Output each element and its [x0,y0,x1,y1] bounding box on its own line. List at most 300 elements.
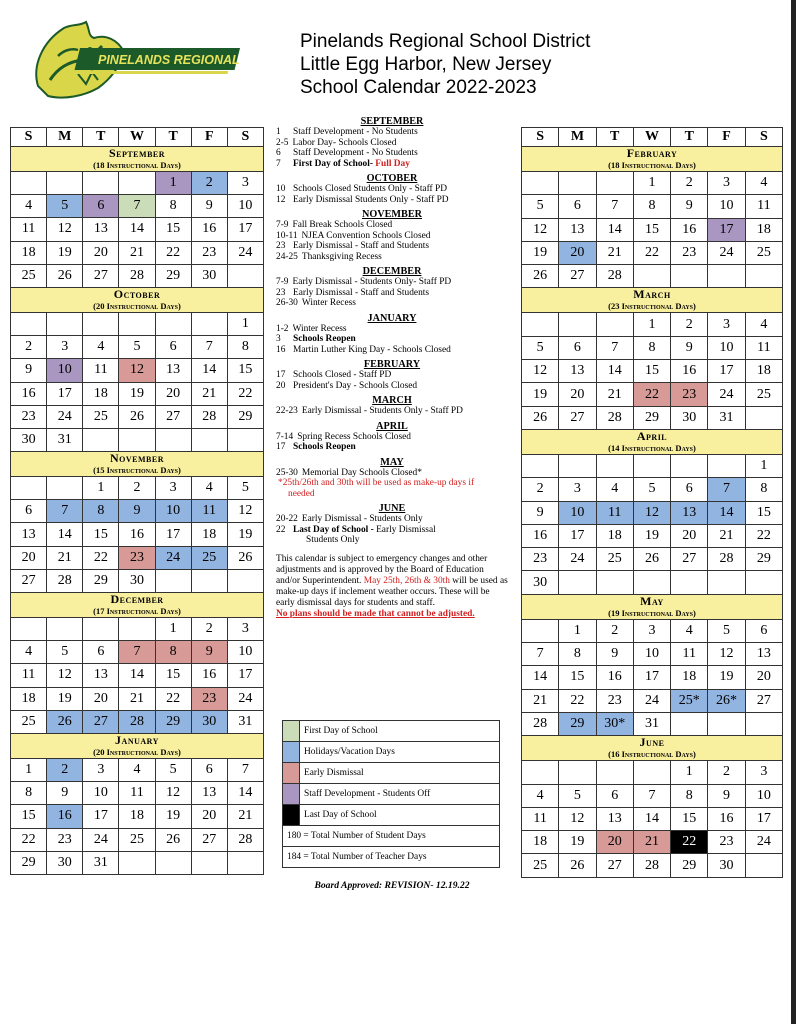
september-day-6: 6 [83,195,119,218]
may-day-17: 17 [633,666,670,689]
empty-cell [559,454,596,477]
november-day-17: 17 [155,523,191,546]
empty-cell [155,428,191,451]
march-day-12: 12 [522,360,559,383]
day-header-1: M [559,128,596,147]
september-day-4: 4 [11,195,47,218]
empty-cell [119,312,155,335]
april-day-27: 27 [671,548,708,571]
march-day-18: 18 [745,360,782,383]
september-day-8: 8 [155,195,191,218]
empty-cell [633,454,670,477]
empty-cell [708,712,745,735]
january-day-5: 5 [155,758,191,781]
may-day-14: 14 [522,666,559,689]
november-day-3: 3 [155,477,191,500]
january-day-19: 19 [155,805,191,828]
event-label: President's Day - Schools Closed [293,380,418,391]
may-day-5: 5 [708,619,745,642]
december-day-1: 1 [155,618,191,641]
february-day-22: 22 [633,241,670,264]
december-day-28: 28 [119,710,155,733]
month-header-january [11,733,264,758]
event-text [293,324,509,335]
event-label: Schools Reopen [293,334,356,344]
february-day-23: 23 [671,241,708,264]
makeup-note [276,478,508,499]
january-day-17: 17 [83,805,119,828]
event-text [293,370,508,381]
april-day-19: 19 [633,524,670,547]
events-may-title: MAY [380,456,404,468]
empty-cell [11,312,47,335]
may-week-row [522,643,783,666]
september-day-10: 10 [227,195,263,218]
event-text [302,406,508,417]
september-week-row [11,172,264,195]
may-week-row [522,619,783,642]
legend-row [283,805,500,826]
day-header-6: S [745,128,782,147]
april-day-3: 3 [559,478,596,501]
empty-cell [596,313,633,336]
november-day-27: 27 [11,569,47,592]
april-day-5: 5 [633,478,670,501]
empty-cell [596,761,633,784]
april-week-row [522,548,783,571]
may-day-2: 2 [596,619,633,642]
may-day-26: 26* [708,689,745,712]
empty-cell [633,571,670,594]
event-text-continued: Students Only [306,535,360,545]
empty-cell [155,569,191,592]
february-week-row [522,265,783,288]
april-week-row [522,524,783,547]
event-text [293,381,508,392]
event-text [302,514,508,525]
events-september-title: SEPTEMBER [360,116,424,127]
month-name: January [115,733,159,747]
october-day-5: 5 [119,336,155,359]
event-item [276,525,508,536]
september-day-16: 16 [191,218,227,241]
empty-cell [191,428,227,451]
november-day-6: 6 [11,500,47,523]
event-item [276,370,508,381]
september-week-row [11,264,264,287]
march-day-1: 1 [633,313,670,336]
june-day-26: 26 [559,854,596,877]
october-day-30: 30 [11,428,47,451]
october-day-24: 24 [47,405,83,428]
september-day-19: 19 [47,241,83,264]
january-day-9: 9 [47,782,83,805]
november-day-4: 4 [191,477,227,500]
month-header-march [522,288,783,313]
empty-cell [559,571,596,594]
legend-row [283,742,500,763]
june-day-7: 7 [633,784,670,807]
april-day-4: 4 [596,478,633,501]
november-week-row [11,569,264,592]
may-day-27: 27 [745,689,782,712]
month-header-may [522,594,783,619]
may-week-row [522,689,783,712]
event-label: Early Dismissal - Students Only - Staff PD [301,406,463,416]
january-week-row [11,805,264,828]
month-name: June [639,735,665,750]
empty-cell [11,172,47,195]
events-february-title: FEBRUARY [363,359,421,370]
december-day-24: 24 [227,687,263,710]
empty-cell [671,454,708,477]
event-item [276,220,508,231]
may-day-29: 29 [559,712,596,735]
month-name: May [640,594,664,608]
event-label-extra: Early Dismissal [373,524,436,535]
may-day-28: 28 [522,712,559,735]
june-week-row [522,831,783,854]
january-day-1: 1 [11,758,47,781]
december-day-16: 16 [191,664,227,687]
event-text [302,252,508,263]
june-day-28: 28 [633,854,670,877]
june-day-15: 15 [671,807,708,830]
june-day-27: 27 [596,854,633,877]
june-day-16: 16 [708,807,745,830]
february-day-3: 3 [708,172,745,195]
empty-cell [191,851,227,874]
april-day-22: 22 [745,524,782,547]
month-name: March [633,287,671,302]
june-day-2: 2 [708,761,745,784]
instructional-days: (18 Instructional Days) [93,160,181,170]
january-day-10: 10 [83,782,119,805]
june-week-row [522,784,783,807]
march-day-4: 4 [745,313,782,336]
day-header-row [522,128,783,147]
january-day-20: 20 [191,805,227,828]
november-day-9: 9 [119,500,155,523]
april-day-24: 24 [559,548,596,571]
event-label: Martin Luther King Day - Schools Closed [293,344,451,355]
day-header-5: F [191,128,227,147]
day-header-3: W [633,128,670,147]
november-day-25: 25 [191,546,227,569]
october-week-row [11,405,264,428]
disclaimer-makeup-days: May 25th, 26th & 30th [363,575,450,586]
september-day-7: 7 [119,195,155,218]
june-day-9: 9 [708,784,745,807]
january-day-14: 14 [227,782,263,805]
may-day-22: 22 [559,689,596,712]
events-june-title: JUNE [378,503,406,514]
march-day-28: 28 [596,406,633,429]
calendar-title: School Calendar 2022-2023 [300,77,537,98]
april-week-row [522,478,783,501]
june-day-11: 11 [522,807,559,830]
january-week-row [11,782,264,805]
april-week-row [522,501,783,524]
november-day-15: 15 [83,523,119,546]
may-day-12: 12 [708,643,745,666]
march-day-29: 29 [633,406,670,429]
empty-cell [47,477,83,500]
event-text [293,195,508,206]
june-day-29: 29 [671,854,708,877]
may-day-25: 25* [671,689,708,712]
instructional-days: (20 Instructional Days) [93,300,181,311]
event-item [276,138,508,149]
november-day-10: 10 [155,500,191,523]
february-day-25: 25 [745,241,782,264]
event-date: 23 [276,241,286,251]
empty-cell [633,761,670,784]
march-day-31: 31 [708,406,745,429]
legend-swatch [283,763,300,784]
month-name: February [626,146,678,160]
event-item [276,241,508,252]
march-day-20: 20 [559,383,596,406]
month-header-february [522,147,783,172]
december-day-17: 17 [227,664,263,687]
disclaimer-text [276,554,508,609]
month-header-cell [522,288,783,313]
event-item-continued [276,535,508,546]
pinelands-wildcat-logo [28,16,254,108]
march-day-8: 8 [633,336,670,359]
event-label: Thanksgiving Recess [301,251,382,262]
legend-row [283,721,500,742]
february-day-6: 6 [559,195,596,218]
december-day-27: 27 [83,710,119,733]
event-label: Winter Recess [292,323,347,334]
empty-cell [745,406,782,429]
month-header-november [11,452,264,477]
may-day-10: 10 [633,643,670,666]
march-day-5: 5 [522,336,559,359]
event-date: 12 [276,194,286,205]
may-day-30: 30* [596,712,633,735]
legend-swatch [283,742,300,763]
disclaimer-part1: This calendar is subject to emergency changes and other adjustments and is approved by the Board of Education and/or Superintendent. [276,553,488,586]
event-text [293,148,508,159]
total-teacher-days: 184 = Total Number of Teacher Days [283,847,500,868]
october-day-3: 3 [47,336,83,359]
november-day-5: 5 [227,477,263,500]
month-header-cell [11,593,264,618]
december-day-8: 8 [155,641,191,664]
february-day-15: 15 [633,218,670,241]
may-day-13: 13 [745,643,782,666]
december-week-row [11,687,264,710]
event-text [293,159,508,170]
empty-cell [708,454,745,477]
april-day-16: 16 [522,524,559,547]
event-date: 20 [276,380,286,391]
december-day-21: 21 [119,687,155,710]
may-day-18: 18 [671,666,708,689]
event-label: Early Dismissal Students Only - Staff PD [293,194,449,205]
march-day-13: 13 [559,360,596,383]
empty-cell [671,712,708,735]
september-day-24: 24 [227,241,263,264]
october-day-21: 21 [191,382,227,405]
empty-cell [119,428,155,451]
january-day-11: 11 [119,782,155,805]
january-day-16: 16 [47,805,83,828]
january-day-28: 28 [227,828,263,851]
legend-swatch [283,784,300,805]
legend-total-row [283,826,500,847]
september-day-30: 30 [191,264,227,287]
event-date: 25-30 [276,467,298,478]
february-day-10: 10 [708,195,745,218]
february-day-13: 13 [559,218,596,241]
december-day-11: 11 [11,664,47,687]
event-item [276,288,508,299]
empty-cell [119,172,155,195]
december-day-19: 19 [47,687,83,710]
march-week-row [522,336,783,359]
june-day-17: 17 [745,807,782,830]
february-week-row [522,195,783,218]
february-day-12: 12 [522,218,559,241]
november-day-19: 19 [227,523,263,546]
december-day-18: 18 [11,687,47,710]
november-day-7: 7 [47,500,83,523]
board-approval: Board Approved: REVISION- 12.19.22 [314,880,470,891]
january-day-21: 21 [227,805,263,828]
legend-total-row [283,847,500,868]
event-label-extra: Full Day [372,158,410,169]
may-day-24: 24 [633,689,670,712]
june-day-25: 25 [522,854,559,877]
april-day-28: 28 [708,548,745,571]
day-header-4: T [671,128,708,147]
event-date: 10 [276,184,286,194]
january-week-row [11,758,264,781]
june-week-row [522,854,783,877]
march-day-6: 6 [559,336,596,359]
event-label: Memorial Day Schools Closed* [301,467,422,478]
march-day-9: 9 [671,336,708,359]
november-day-18: 18 [191,523,227,546]
month-header-april [522,429,783,454]
february-day-11: 11 [745,195,782,218]
november-week-row [11,523,264,546]
april-week-row [522,454,783,477]
january-day-12: 12 [155,782,191,805]
january-day-6: 6 [191,758,227,781]
march-week-row [522,383,783,406]
month-header-cell [11,452,264,477]
may-day-15: 15 [559,666,596,689]
event-item [276,159,508,170]
october-day-31: 31 [47,428,83,451]
event-date: 7-14 [276,431,294,442]
june-day-30: 30 [708,854,745,877]
october-week-row [11,428,264,451]
event-item [276,406,508,417]
march-day-7: 7 [596,336,633,359]
october-day-22: 22 [227,382,263,405]
empty-cell [119,618,155,641]
may-week-row [522,666,783,689]
september-day-14: 14 [119,218,155,241]
march-day-17: 17 [708,360,745,383]
december-day-9: 9 [191,641,227,664]
april-day-6: 6 [671,478,708,501]
instructional-days: (16 Instructional Days) [608,749,696,760]
empty-cell [745,712,782,735]
event-date-spacer [276,535,302,546]
june-day-20: 20 [596,831,633,854]
events-march-title: MARCH [372,395,412,406]
february-week-row [522,218,783,241]
november-day-2: 2 [119,477,155,500]
april-day-9: 9 [522,501,559,524]
empty-cell [83,312,119,335]
june-day-5: 5 [559,784,596,807]
december-day-13: 13 [83,664,119,687]
february-day-26: 26 [522,265,559,288]
empty-cell [745,854,782,877]
disclaimer-warning: No plans should be made that cannot be adjusted. [276,608,475,619]
events-december-title: DECEMBER [362,266,422,277]
day-header-row [11,128,264,147]
december-day-23: 23 [191,687,227,710]
empty-cell [155,312,191,335]
december-day-31: 31 [227,710,263,733]
november-day-14: 14 [47,523,83,546]
june-week-row [522,761,783,784]
november-day-8: 8 [83,500,119,523]
october-day-29: 29 [227,405,263,428]
event-date: 22 [276,524,286,535]
february-day-4: 4 [745,172,782,195]
april-day-11: 11 [596,501,633,524]
event-text [293,442,508,453]
total-student-days: 180 = Total Number of Student Days [283,826,500,847]
november-day-23: 23 [119,546,155,569]
december-week-row [11,641,264,664]
event-date: 7-9 [276,277,289,287]
event-item [276,127,508,138]
empty-cell [47,312,83,335]
empty-cell [559,761,596,784]
may-day-4: 4 [671,619,708,642]
event-label: Early Dismissal - Students Only- Staff PD [292,277,452,287]
april-day-15: 15 [745,501,782,524]
april-day-29: 29 [745,548,782,571]
instructional-days: (19 Instructional Days) [608,607,696,618]
month-header-cell [11,733,264,758]
may-day-23: 23 [596,689,633,712]
day-header-1: M [47,128,83,147]
empty-cell [83,618,119,641]
march-week-row [522,360,783,383]
september-day-2: 2 [191,172,227,195]
january-day-24: 24 [83,828,119,851]
day-header-4: T [155,128,191,147]
events-january-title: JANUARY [367,312,417,324]
event-date: 22-23 [276,406,298,416]
june-day-23: 23 [708,831,745,854]
april-day-18: 18 [596,524,633,547]
empty-cell [11,618,47,641]
event-label: Fall Break Schools Closed [292,220,393,230]
